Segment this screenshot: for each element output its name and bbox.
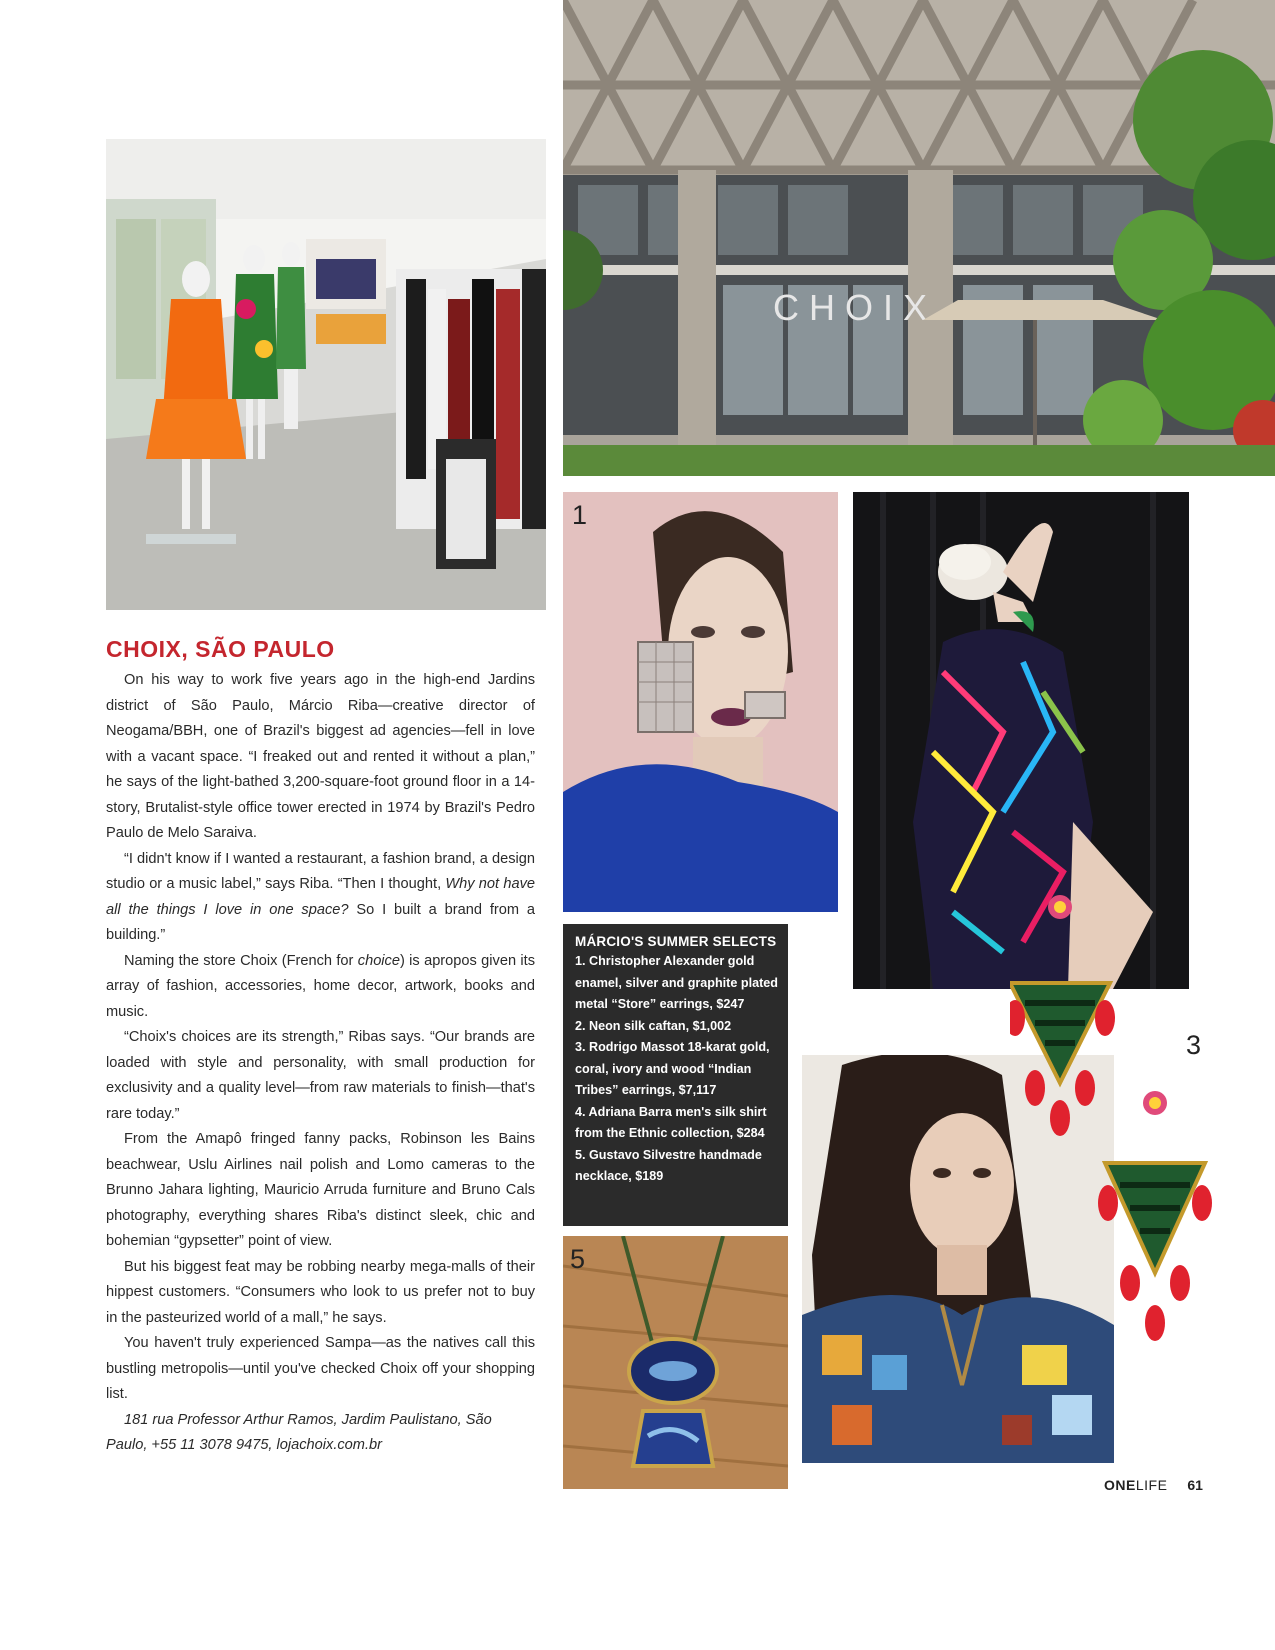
paragraph-text: You haven't truly experienced Sampa—as the natives call this bustling metropolis—until you've checked Choix off your shopping list. — [106, 1335, 535, 1402]
article-paragraph — [106, 1331, 535, 1408]
list-item: 5. Gustavo Silvestre handmade necklace, $189 — [575, 1147, 762, 1183]
article-paragraph — [106, 1025, 535, 1127]
magazine-brand-one: ONE — [1104, 1477, 1136, 1493]
article-paragraph — [106, 1255, 535, 1332]
paragraph-text: On his way to work five years ago in the high-end Jardins district of São Paulo, Márcio Riba—creative director of Neogama/BBH, one of Brazil's biggest ad agencies—fell in love with a vacant space. “I freaked out and rented it without a plan,” he says of the light-bathed 3,200-square-foot ground floor in a 14-story, Brutalist-style office tower erected in 1974 by Brazil's Pedro Paulo de Melo Saraiva. — [106, 672, 535, 841]
paragraph-text: From the Amapô fringed fanny packs, Robinson les Bains beachwear, Uslu Airlines nail polish and Lomo cameras to the Brunno Jahara lighting, Mauricio Arruda furniture and Bruno Cals photography, everything shares Riba's distinct sleek, chic and bohemian “gypsetter” point of view. — [106, 1131, 535, 1249]
paragraph-italic-text: choice — [357, 952, 400, 969]
list-item: 4. Adriana Barra men's silk shirt from the Ethnic collection, $284 — [575, 1104, 767, 1140]
summer-selects-box — [563, 924, 788, 1226]
list-item: 2. Neon silk caftan, $1,002 — [575, 1018, 732, 1033]
article-body — [106, 668, 535, 1459]
article-paragraph — [106, 1127, 535, 1255]
photo-number-5: 5 — [570, 1244, 586, 1274]
page-folio — [1104, 1477, 1203, 1493]
article-paragraph — [106, 668, 535, 847]
paragraph-text: ) is apropos given its array of fashion, accessories, home decor, artwork, books and music. — [106, 952, 536, 1020]
photo-number-3: 3 — [1186, 1030, 1202, 1060]
earrings-model-photo — [563, 492, 838, 912]
storefront-building-photo — [563, 0, 1275, 476]
summer-selects-title: MÁRCIO'S SUMMER SELECTS — [575, 934, 777, 949]
magazine-brand-life: LIFE — [1135, 1477, 1168, 1493]
store-address: 181 rua Professor Arthur Ramos, Jardim Paulistano, São Paulo, +55 11 3078 9475, lojachoix.com.br — [106, 1411, 492, 1453]
store-interior-photo — [106, 139, 546, 610]
paragraph-italic-text: Why not have all the things I love in one space? — [106, 876, 535, 918]
paragraph-text: So I built a brand from a building.” — [106, 901, 535, 943]
article-paragraph — [106, 847, 535, 949]
indian-tribes-earrings-photo — [1010, 893, 1250, 1350]
paragraph-text: “I didn't know if I wanted a restaurant, a fashion brand, a design studio or a music label,” says Riba. “Then I thought, — [106, 850, 535, 892]
page-number: 61 — [1187, 1477, 1203, 1493]
article-title: CHOIX, SÃO PAULO — [106, 636, 335, 662]
article-paragraph — [106, 949, 535, 1026]
photo-number-1: 1 — [572, 500, 588, 530]
list-item: 3. Rodrigo Massot 18-karat gold, coral, ivory and wood “Indian Tribes” earrings, $7,117 — [575, 1040, 770, 1097]
necklace-photo — [563, 1236, 788, 1489]
summer-selects-list — [575, 951, 778, 1188]
storefront-sign: CHOIX — [773, 287, 938, 328]
paragraph-text: Naming the store Choix (French for — [124, 952, 358, 969]
paragraph-text: But his biggest feat may be robbing nearby mega-malls of their hippest customers. “Consumers who look to us prefer not to buy in the pasteurized world of a mall,” he says. — [106, 1258, 535, 1326]
list-item: 1. Christopher Alexander gold enamel, silver and graphite plated metal “Store” earrings, $247 — [575, 954, 778, 1011]
paragraph-text: “Choix's choices are its strength,” Ribas says. “Our brands are loaded with style and personality, with small production for exclusivity and a quality level—from raw materials to finish—that's rare today.” — [106, 1029, 535, 1122]
